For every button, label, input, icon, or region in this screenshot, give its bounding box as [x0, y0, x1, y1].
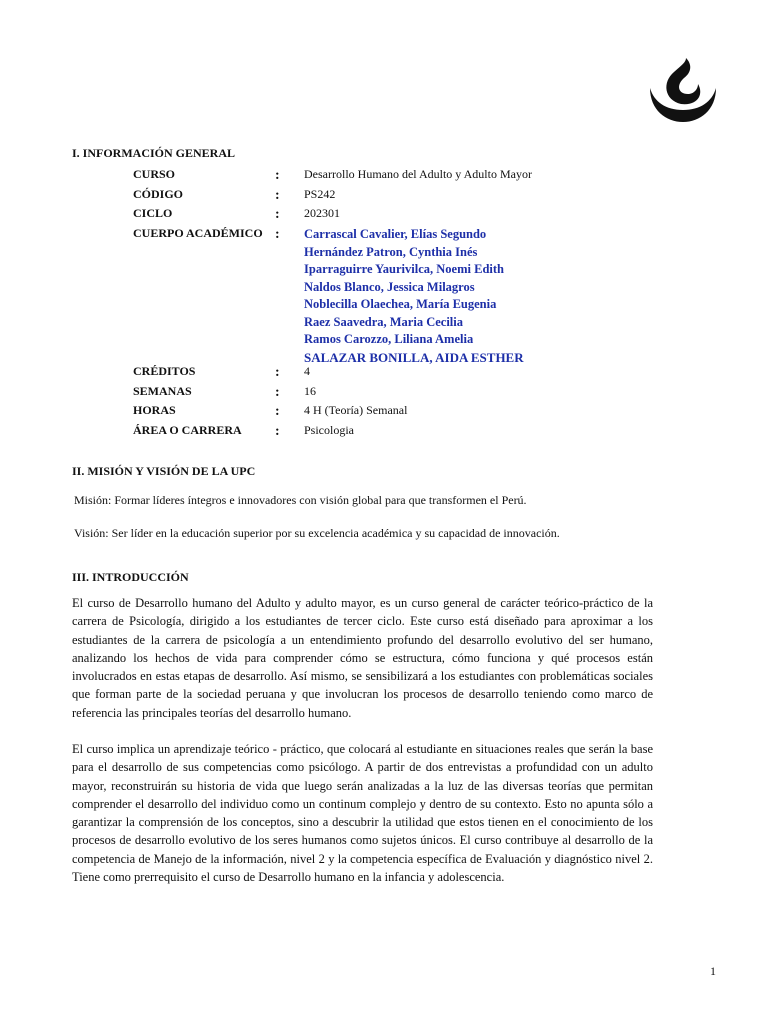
info-label: CRÉDITOS — [133, 364, 196, 378]
vision-text: Visión: Ser líder en la educación superior por su excelencia académica y su capacidad de innovación. — [74, 526, 560, 540]
faculty-member: Iparraguirre Yaurivilca, Noemi Edith — [304, 262, 504, 276]
info-value: 202301 — [304, 206, 340, 220]
info-colon: : — [275, 404, 280, 419]
info-label: CICLO — [133, 206, 173, 220]
info-value: PS242 — [304, 187, 336, 201]
info-row-codigo — [0, 187, 768, 205]
info-colon: : — [275, 227, 280, 242]
intro-paragraph-2: El curso implica un aprendizaje teórico - práctico, que colocará al estudiante en situaciones reales que serán la base para el desarrollo de sus competencias como psicólogo. A partir de dos entrevistas a profundidad con un adulto mayor, reconstruirán su historia de vida que luego serán analizadas a la luz de las diversas teorías que permitan comprender el desarrollo del individuo como un continum complejo y dentro de su contexto. Esto no apunta sólo a garantizar la comprensión de los conceptos, sino a descubrir la utilidad que estos tienen en el conocimiento de los procesos de desarrollo evolutivo de los seres humanos como sujetos únicos. El curso contribuye al desarrollo de la competencia de Manejo de la información, nivel 2 y la competencia específica de Evaluación y diagnóstico nivel 2. Tiene como prerrequisito el curso de Desarrollo humano en la infancia y adolescencia. — [72, 742, 653, 885]
section-heading-intro: III. INTRODUCCIÓN — [72, 570, 189, 584]
faculty-member: Raez Saavedra, Maria Cecilia — [304, 314, 463, 329]
info-value: 4 — [304, 364, 310, 378]
info-value: Desarrollo Humano del Adulto y Adulto Mayor — [304, 167, 532, 181]
info-label: HORAS — [133, 403, 176, 417]
info-colon: : — [275, 168, 280, 183]
faculty-member: Ramos Carozzo, Liliana Amelia — [304, 332, 474, 346]
faculty-list — [304, 226, 524, 366]
info-colon: : — [275, 385, 280, 400]
info-colon: : — [275, 365, 280, 380]
section-heading-mision-vision: II. MISIÓN Y VISIÓN DE LA UPC — [72, 464, 256, 478]
info-label: SEMANAS — [133, 384, 192, 398]
mision-text: Misión: Formar líderes íntegros e innovadores con visión global para que transformen el Perú. — [74, 493, 527, 507]
info-row-area — [0, 423, 768, 441]
faculty-member: Naldos Blanco, Jessica Milagros — [304, 279, 475, 294]
info-colon: : — [275, 424, 280, 439]
faculty-member: SALAZAR BONILLA, AIDA ESTHER — [304, 349, 524, 365]
info-colon: : — [275, 188, 280, 203]
faculty-member: Carrascal Cavalier, Elías Segundo — [304, 227, 487, 241]
info-label: CÓDIGO — [133, 187, 184, 201]
section-heading-general: I. INFORMACIÓN GENERAL — [72, 146, 236, 160]
info-row-curso — [0, 167, 768, 185]
faculty-member: Hernández Patron, Cynthia Inés — [304, 244, 478, 259]
info-label: ÁREA O CARRERA — [133, 423, 242, 437]
info-label: CUERPO ACADÉMICO — [133, 226, 263, 240]
info-value: 16 — [304, 384, 316, 398]
info-value: Psicologia — [304, 423, 354, 437]
faculty-member: Noblecilla Olaechea, María Eugenia — [304, 297, 497, 311]
info-row-horas — [0, 403, 768, 421]
page-number: 1 — [710, 964, 716, 978]
info-label: CURSO — [133, 167, 176, 181]
info-row-ciclo — [0, 206, 768, 224]
info-colon: : — [275, 207, 280, 222]
info-row-semanas — [0, 384, 768, 402]
intro-paragraph-1: El curso de Desarrollo humano del Adulto y adulto mayor, es un curso general de carácter teórico-práctico de la carrera de Psicología, dirigido a los estudiantes de tercer ciclo. Este curso está diseñado para aproximar a los estudiantes de la carrera de psicología a un entendimiento profundo del desarrollo evolutivo del ser humano, analizando los hechos de vida para comprender cómo se estructura, cómo funciona y qué procesos están involucrados en estas etapas de desarrollo. Así mismo, se sensibilizará a los estudiantes con problemáticas sociales que forman parte de la sociedad peruana y que involucran los procesos de desarrollo teniendo como marco de referencia las principales teorías del desarrollo humano. — [72, 596, 653, 720]
info-row-creditos — [0, 364, 768, 382]
info-value: 4 H (Teoría) Semanal — [304, 403, 408, 417]
upc-logo — [648, 58, 718, 124]
